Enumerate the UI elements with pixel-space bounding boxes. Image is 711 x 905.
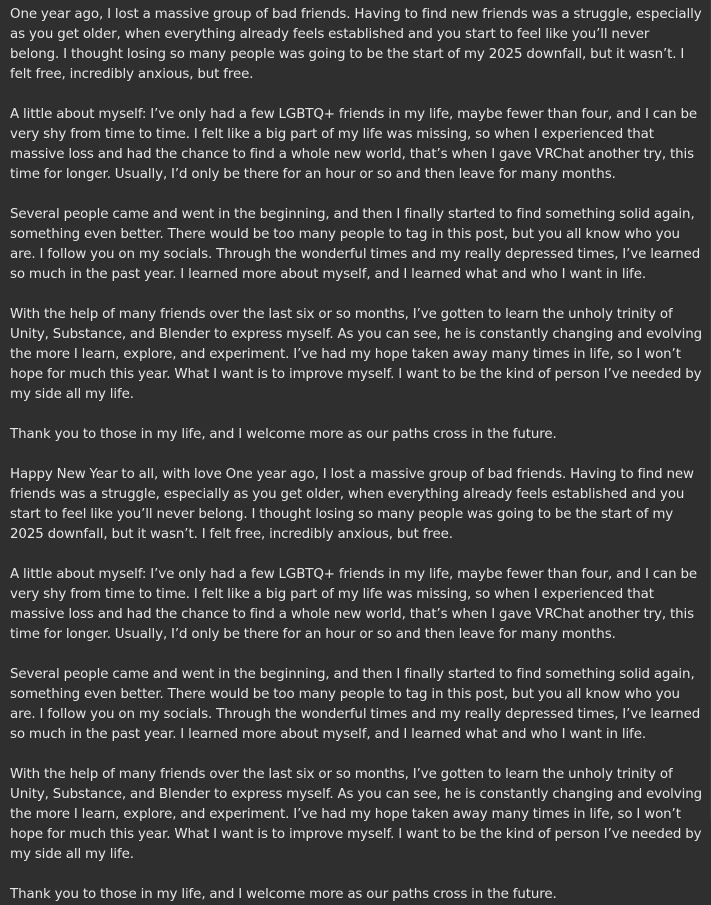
paragraph-4: With the help of many friends over the last six or so months, I’ve gotten to learn the unholy trinity of Unity, Substance, and Blender to express myself. As you can see, he is constantly changing and evolving the more I learn, explore, and experiment. I’ve had my hope taken away many times in life, so I won’t hope for much this year. What I want is to improve myself. I want to be the kind of person I’ve needed by my side all my life.	[10, 307, 702, 402]
paragraph-9: With the help of many friends over the last six or so months, I’ve gotten to learn the unholy trinity of Unity, Substance, and Blender to express myself. As you can see, he is constantly changing and evolving the more I learn, explore, and experiment. I’ve had my hope taken away many times in life, so I won’t hope for much this year. What I want is to improve myself. I want to be the kind of person I’ve needed by my side all my life.	[10, 767, 702, 862]
paragraph-1: One year ago, I lost a massive group of bad friends. Having to find new friends was a struggle, especially as you get older, when everything already feels established and you start to feel like you’ll never belong. I thought losing so many people was going to be the start of my 2025 downfall, but it wasn’t. I felt free, incredibly anxious, but free.	[10, 7, 702, 82]
paragraph-5: Thank you to those in my life, and I welcome more as our paths cross in the future.	[10, 427, 557, 442]
paragraph-10: Thank you to those in my life, and I welcome more as our paths cross in the future.	[10, 887, 557, 902]
paragraph-6: Happy New Year to all, with love One year ago, I lost a massive group of bad friends. Having to find new friends was a struggle, especially as you get older, when everything already feels established and you start to feel like you’ll never belong. I thought losing so many people was going to be the start of my 2025 downfall, but it wasn’t. I felt free, incredibly anxious, but free.	[10, 467, 694, 542]
paragraph-2: A little about myself: I’ve only had a few LGBTQ+ friends in my life, maybe fewer than four, and I can be very shy from time to time. I felt like a big part of my life was missing, so when I experienced that massive loss and had the chance to find a whole new world, that’s when I gave VRChat another try, this time for longer. Usually, I’d only be there for an hour or so and then leave for many months.	[10, 107, 698, 182]
paragraph-7: A little about myself: I’ve only had a few LGBTQ+ friends in my life, maybe fewer than four, and I can be very shy from time to time. I felt like a big part of my life was missing, so when I experienced that massive loss and had the chance to find a whole new world, that’s when I gave VRChat another try, this time for longer. Usually, I’d only be there for an hour or so and then leave for many months.	[10, 567, 698, 642]
paragraph-8: Several people came and went in the beginning, and then I finally started to find something solid again, something even better. There would be too many people to tag in this post, but you all know who you are. I follow you on my socials. Through the wonderful times and my really depressed times, I’ve learned so much in the past year. I learned more about myself, and I learned what and who I want in life.	[10, 667, 701, 742]
paragraph-3: Several people came and went in the beginning, and then I finally started to find something solid again, something even better. There would be too many people to tag in this post, but you all know who you are. I follow you on my socials. Through the wonderful times and my really depressed times, I’ve learned so much in the past year. I learned more about myself, and I learned what and who I want in life.	[10, 207, 701, 282]
